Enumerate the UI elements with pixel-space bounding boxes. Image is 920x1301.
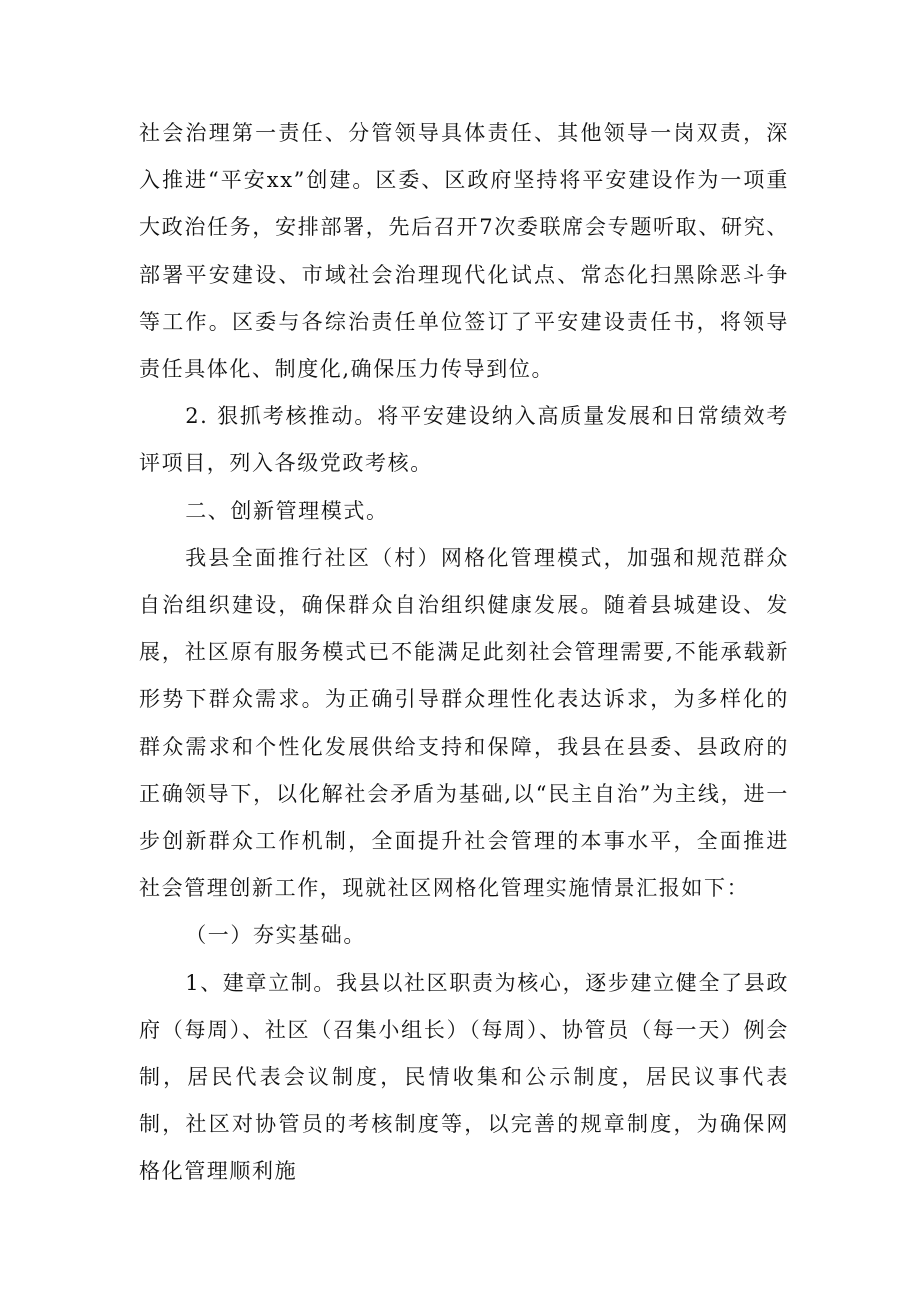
paragraph-assessment: 2. 狠抓考核推动。将平安建设纳入高质量发展和日常绩效考评项目，列入各级党政考核。 (139, 404, 789, 476)
document-body (139, 110, 789, 1196)
section-heading-innovation: 二、创新管理模式。 (185, 498, 389, 523)
paragraph-grid-management: 我县全面推行社区（村）网格化管理模式，加强和规范群众自治组织建设，确保群众自治组织健康发展。随着县城建设、发展，社区原有服务模式已不能满足此刻社会管理需要,不能承载新形势下群众需求。为正确引导群众理性化表达诉求，为多样化的群众需求和个性化发展供给支持和保障，我县在县委、县政府的正确领导下，以化解社会矛盾为基础,以“民主自治”为主线，进一步创新群众工作机制，全面提升社会管理的本事水平，全面推进社会管理创新工作，现就社区网格化管理实施情景汇报如下： (139, 545, 789, 901)
paragraph-responsibility: 社会治理第一责任、分管领导具体责任、其他领导一岗双责，深入推进“平安xx”创建。区委、区政府坚持将平安建设作为一项重大政治任务，安排部署，先后召开7次委联席会专题听取、研究、部署平安建设、市域社会治理现代化试点、常态化扫黑除恶斗争等工作。区委与各综治责任单位签订了平安建设责任书，将领导责任具体化、制度化,确保压力传导到位。 (139, 121, 789, 382)
paragraph-regulations: 1、建章立制。我县以社区职责为核心，逐步建立健全了县政府（每周）、社区（召集小组长）（每周）、协管员（每一天）例会制，居民代表会议制度，民情收集和公示制度，居民议事代表制，社区对协管员的考核制度等，以完善的规章制度，为确保网格化管理顺利施 (139, 970, 789, 1184)
subsection-heading-foundation: （一）夯实基础。 (185, 923, 366, 948)
